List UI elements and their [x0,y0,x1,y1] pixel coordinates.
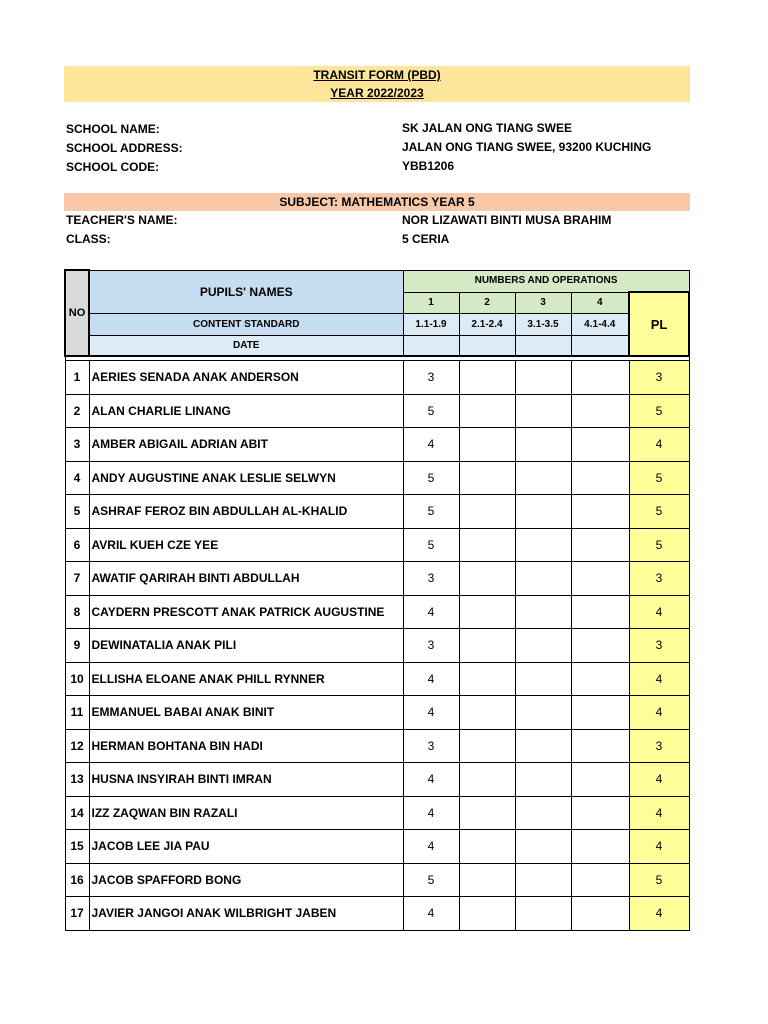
score-cell-2[interactable] [459,562,515,596]
school-address-label: SCHOOL ADDRESS: [66,141,183,155]
assessment-table [64,269,690,931]
pupil-name: AVRIL KUEH CZE YEE [89,528,403,562]
table-row [65,897,689,931]
score-cell-1[interactable]: 5 [403,495,459,529]
form-year: YEAR 2022/2023 [330,86,424,100]
row-number: 12 [65,729,89,763]
row-number: 17 [65,897,89,931]
score-cell-2[interactable] [459,830,515,864]
teacher-labels [66,211,178,249]
score-cell-2[interactable] [459,729,515,763]
score-cell-3[interactable] [515,696,571,730]
content-standard-1: 1.1-1.9 [403,313,459,335]
pl-cell: 5 [629,461,689,495]
content-standard-4: 4.1-4.4 [571,313,629,335]
pl-cell: 3 [629,729,689,763]
score-cell-1[interactable]: 5 [403,394,459,428]
score-cell-2[interactable] [459,629,515,663]
pl-cell: 5 [629,528,689,562]
score-cell-3[interactable] [515,729,571,763]
row-number: 3 [65,428,89,462]
pupil-name: JACOB LEE JIA PAU [89,830,403,864]
score-cell-1[interactable]: 4 [403,830,459,864]
date-cell-3[interactable] [515,335,571,356]
score-cell-4[interactable] [571,595,629,629]
score-cell-2[interactable] [459,897,515,931]
date-cell-2[interactable] [459,335,515,356]
pupil-name: AERIES SENADA ANAK ANDERSON [89,361,403,395]
content-standard-label: CONTENT STANDARD [89,313,403,335]
score-cell-2[interactable] [459,528,515,562]
score-cell-3[interactable] [515,394,571,428]
score-cell-3[interactable] [515,495,571,529]
score-cell-3[interactable] [515,662,571,696]
score-cell-4[interactable] [571,528,629,562]
school-code-label: SCHOOL CODE: [66,160,160,174]
pupil-name: ELLISHA ELOANE ANAK PHILL RYNNER [89,662,403,696]
class-label: CLASS: [66,232,111,246]
school-labels [66,120,183,177]
score-cell-2[interactable] [459,461,515,495]
teacher-values [402,211,611,249]
pl-cell: 4 [629,696,689,730]
row-number: 11 [65,696,89,730]
score-cell-4[interactable] [571,495,629,529]
score-cell-1[interactable]: 5 [403,528,459,562]
score-cell-4[interactable] [571,796,629,830]
pupil-name: HUSNA INSYIRAH BINTI IMRAN [89,763,403,797]
table-row [65,495,689,529]
row-number: 5 [65,495,89,529]
row-number: 6 [65,528,89,562]
score-cell-1[interactable]: 5 [403,461,459,495]
score-cell-4[interactable] [571,629,629,663]
score-cell-3[interactable] [515,897,571,931]
score-cell-3[interactable] [515,629,571,663]
row-number: 16 [65,863,89,897]
date-cell-4[interactable] [571,335,629,356]
score-cell-1[interactable]: 4 [403,662,459,696]
row-number: 7 [65,562,89,596]
score-cell-1[interactable]: 4 [403,595,459,629]
pl-cell: 4 [629,796,689,830]
school-address-value: JALAN ONG TIANG SWEE, 93200 KUCHING [402,140,652,154]
school-name-label: SCHOOL NAME: [66,122,160,136]
pl-cell: 3 [629,562,689,596]
row-number: 9 [65,629,89,663]
pl-header: PL [629,292,689,356]
score-cell-2[interactable] [459,763,515,797]
table-row [65,696,689,730]
pupil-name: AWATIF QARIRAH BINTI ABDULLAH [89,562,403,596]
date-label: DATE [89,335,403,356]
score-cell-3[interactable] [515,428,571,462]
score-cell-2[interactable] [459,394,515,428]
score-cell-3[interactable] [515,830,571,864]
numbers-operations-header: NUMBERS AND OPERATIONS [403,270,689,292]
score-cell-3[interactable] [515,461,571,495]
pupil-name: JACOB SPAFFORD BONG [89,863,403,897]
column-number-4: 4 [571,292,629,313]
pl-cell: 3 [629,629,689,663]
column-number-3: 3 [515,292,571,313]
pl-cell: 3 [629,361,689,395]
table-row [65,428,689,462]
pl-cell: 5 [629,495,689,529]
table-row [65,763,689,797]
content-standard-3: 3.1-3.5 [515,313,571,335]
score-cell-1[interactable]: 4 [403,696,459,730]
score-cell-4[interactable] [571,696,629,730]
no-header: NO [65,270,89,356]
score-cell-3[interactable] [515,796,571,830]
pupil-name: ANDY AUGUSTINE ANAK LESLIE SELWYN [89,461,403,495]
score-cell-2[interactable] [459,595,515,629]
pl-cell: 5 [629,863,689,897]
class-value: 5 CERIA [402,232,450,246]
score-cell-2[interactable] [459,863,515,897]
pl-cell: 5 [629,394,689,428]
score-cell-4[interactable] [571,863,629,897]
score-cell-4[interactable] [571,361,629,395]
pl-cell: 4 [629,428,689,462]
score-cell-4[interactable] [571,729,629,763]
score-cell-4[interactable] [571,461,629,495]
pupil-name: DEWINATALIA ANAK PILI [89,629,403,663]
teacher-name-label: TEACHER'S NAME: [66,213,178,227]
score-cell-4[interactable] [571,662,629,696]
score-cell-1[interactable]: 4 [403,796,459,830]
pupil-name: AMBER ABIGAIL ADRIAN ABIT [89,428,403,462]
score-cell-3[interactable] [515,763,571,797]
table-row [65,729,689,763]
score-cell-1[interactable]: 4 [403,897,459,931]
school-name-value: SK JALAN ONG TIANG SWEE [402,121,573,135]
form-title-banner [64,66,690,102]
score-cell-3[interactable] [515,863,571,897]
score-cell-2[interactable] [459,696,515,730]
score-cell-1[interactable]: 3 [403,562,459,596]
row-number: 15 [65,830,89,864]
teacher-name-value: NOR LIZAWATI BINTI MUSA BRAHIM [402,213,612,227]
pupil-name: ALAN CHARLIE LINANG [89,394,403,428]
pupil-name: EMMANUEL BABAI ANAK BINIT [89,696,403,730]
pupils-names-header: PUPILS' NAMES [89,270,403,313]
score-cell-2[interactable] [459,796,515,830]
score-cell-3[interactable] [515,562,571,596]
table-row [65,461,689,495]
score-cell-1[interactable]: 3 [403,729,459,763]
score-cell-1[interactable]: 3 [403,361,459,395]
score-cell-1[interactable]: 3 [403,629,459,663]
column-number-1: 1 [403,292,459,313]
content-standard-2: 2.1-2.4 [459,313,515,335]
score-cell-3[interactable] [515,595,571,629]
score-cell-4[interactable] [571,763,629,797]
score-cell-2[interactable] [459,662,515,696]
pupil-name: ASHRAF FEROZ BIN ABDULLAH AL-KHALID [89,495,403,529]
table-row [65,562,689,596]
date-cell-1[interactable] [403,335,459,356]
form-title: TRANSIT FORM (PBD) [313,68,441,82]
row-number: 1 [65,361,89,395]
score-cell-1[interactable]: 5 [403,863,459,897]
pupil-name: HERMAN BOHTANA BIN HADI [89,729,403,763]
score-cell-4[interactable] [571,562,629,596]
pupil-name: CAYDERN PRESCOTT ANAK PATRICK AUGUSTINE [89,595,403,629]
pupil-name: IZZ ZAQWAN BIN RAZALI [89,796,403,830]
table-row [65,595,689,629]
school-code-value: YBB1206 [402,159,455,173]
score-cell-4[interactable] [571,394,629,428]
row-number: 4 [65,461,89,495]
pl-cell: 4 [629,763,689,797]
score-cell-4[interactable] [571,897,629,931]
table-row [65,830,689,864]
table-row [65,528,689,562]
table-row [65,863,689,897]
table-row [65,361,689,395]
score-cell-4[interactable] [571,830,629,864]
subject-banner: SUBJECT: MATHEMATICS YEAR 5 [64,193,690,211]
pl-cell: 4 [629,830,689,864]
table-row [65,394,689,428]
row-number: 2 [65,394,89,428]
row-number: 14 [65,796,89,830]
row-number: 8 [65,595,89,629]
column-number-2: 2 [459,292,515,313]
row-number: 10 [65,662,89,696]
table-row [65,662,689,696]
row-number: 13 [65,763,89,797]
score-cell-2[interactable] [459,495,515,529]
pl-cell: 4 [629,662,689,696]
school-values [402,119,651,176]
pl-cell: 4 [629,897,689,931]
table-row [65,796,689,830]
score-cell-2[interactable] [459,428,515,462]
score-cell-1[interactable]: 4 [403,763,459,797]
pl-cell: 4 [629,595,689,629]
table-row [65,629,689,663]
pupil-name: JAVIER JANGOI ANAK WILBRIGHT JABEN [89,897,403,931]
score-cell-3[interactable] [515,528,571,562]
score-cell-4[interactable] [571,428,629,462]
score-cell-2[interactable] [459,361,515,395]
score-cell-3[interactable] [515,361,571,395]
score-cell-1[interactable]: 4 [403,428,459,462]
